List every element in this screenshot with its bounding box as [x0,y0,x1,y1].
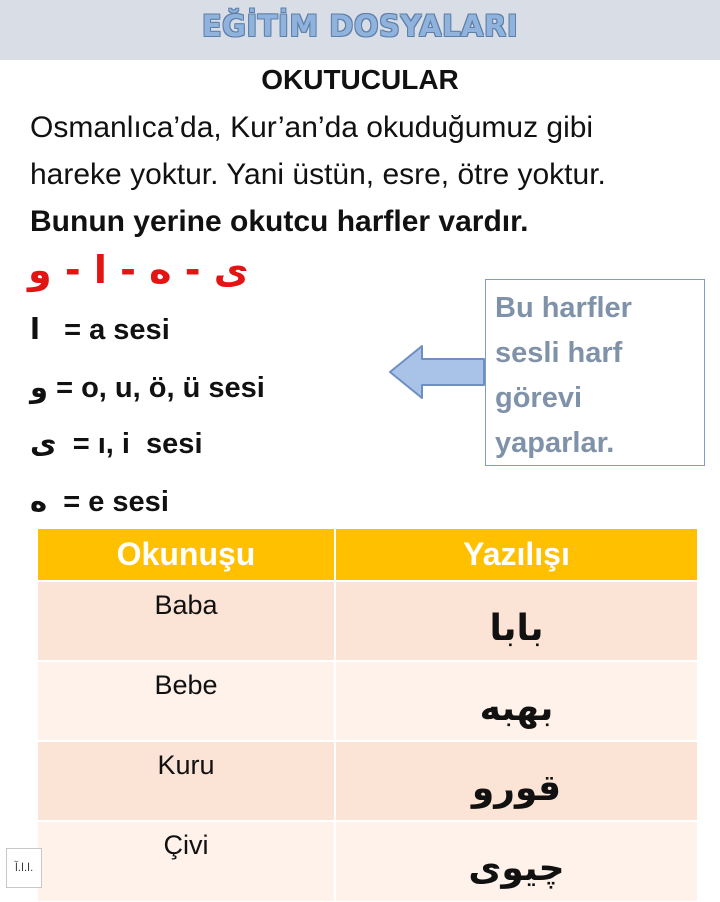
yazilis-cell: قورو [335,741,698,821]
table-row [38,581,698,661]
okunus-cell: Çivi [38,821,335,901]
rule-row-he [30,484,169,519]
yazilis-cell: بهبه [335,661,698,741]
note-text [495,286,700,466]
intro-paragraph [30,104,700,245]
intro-line-3: Bunun yerine okutcu harfler vardır. [30,205,529,238]
table-header-row [38,529,698,581]
left-arrow-icon [388,344,486,400]
intro-line-1: Osmanlıca’da, Kur’an’da okuduğumuz gibi [30,111,594,144]
rule-text: = a sesi [64,314,170,346]
okunus-cell: Bebe [38,661,335,741]
table-row [38,741,698,821]
note-line: görevi [495,382,583,414]
intro-line-2: hareke yoktur. Yani üstün, esre, ötre yoktur. [30,158,606,191]
table-row [38,821,698,901]
rule-letter: ا [30,312,40,346]
examples-table [38,529,699,901]
page-subtitle: OKUTUCULAR [261,64,459,95]
rule-text: = e sesi [63,486,169,518]
table-row [38,661,698,741]
note-line: sesli harf [495,337,623,369]
note-line: Bu harfler [495,292,632,324]
header-yazilisi: Yazılışı [335,529,698,581]
rule-text: = ı, i sesi [72,428,203,460]
rule-text: = o, u, ö, ü sesi [56,372,265,404]
rule-letter: ی [30,426,57,460]
rule-letter: و [30,370,49,404]
corner-stamp: ا.ا.آ. [6,848,42,888]
okunus-cell: Baba [38,581,335,661]
yazilis-cell: چیوی [335,821,698,901]
header-title: EĞİTİM DOSYALARI [201,9,519,43]
header-bar [0,0,720,60]
rule-letter: ه [30,484,48,518]
note-box [485,279,705,466]
header-okunusu: Okunuşu [38,529,335,581]
note-line: yaparlar. [495,427,615,459]
rule-row-vav [30,370,265,405]
vowel-letters-line: ی - ه - ا - و [28,248,249,292]
rule-row-ye [30,426,203,461]
rule-row-elif [30,312,170,347]
okunus-cell: Kuru [38,741,335,821]
yazilis-cell: بابا [335,581,698,661]
